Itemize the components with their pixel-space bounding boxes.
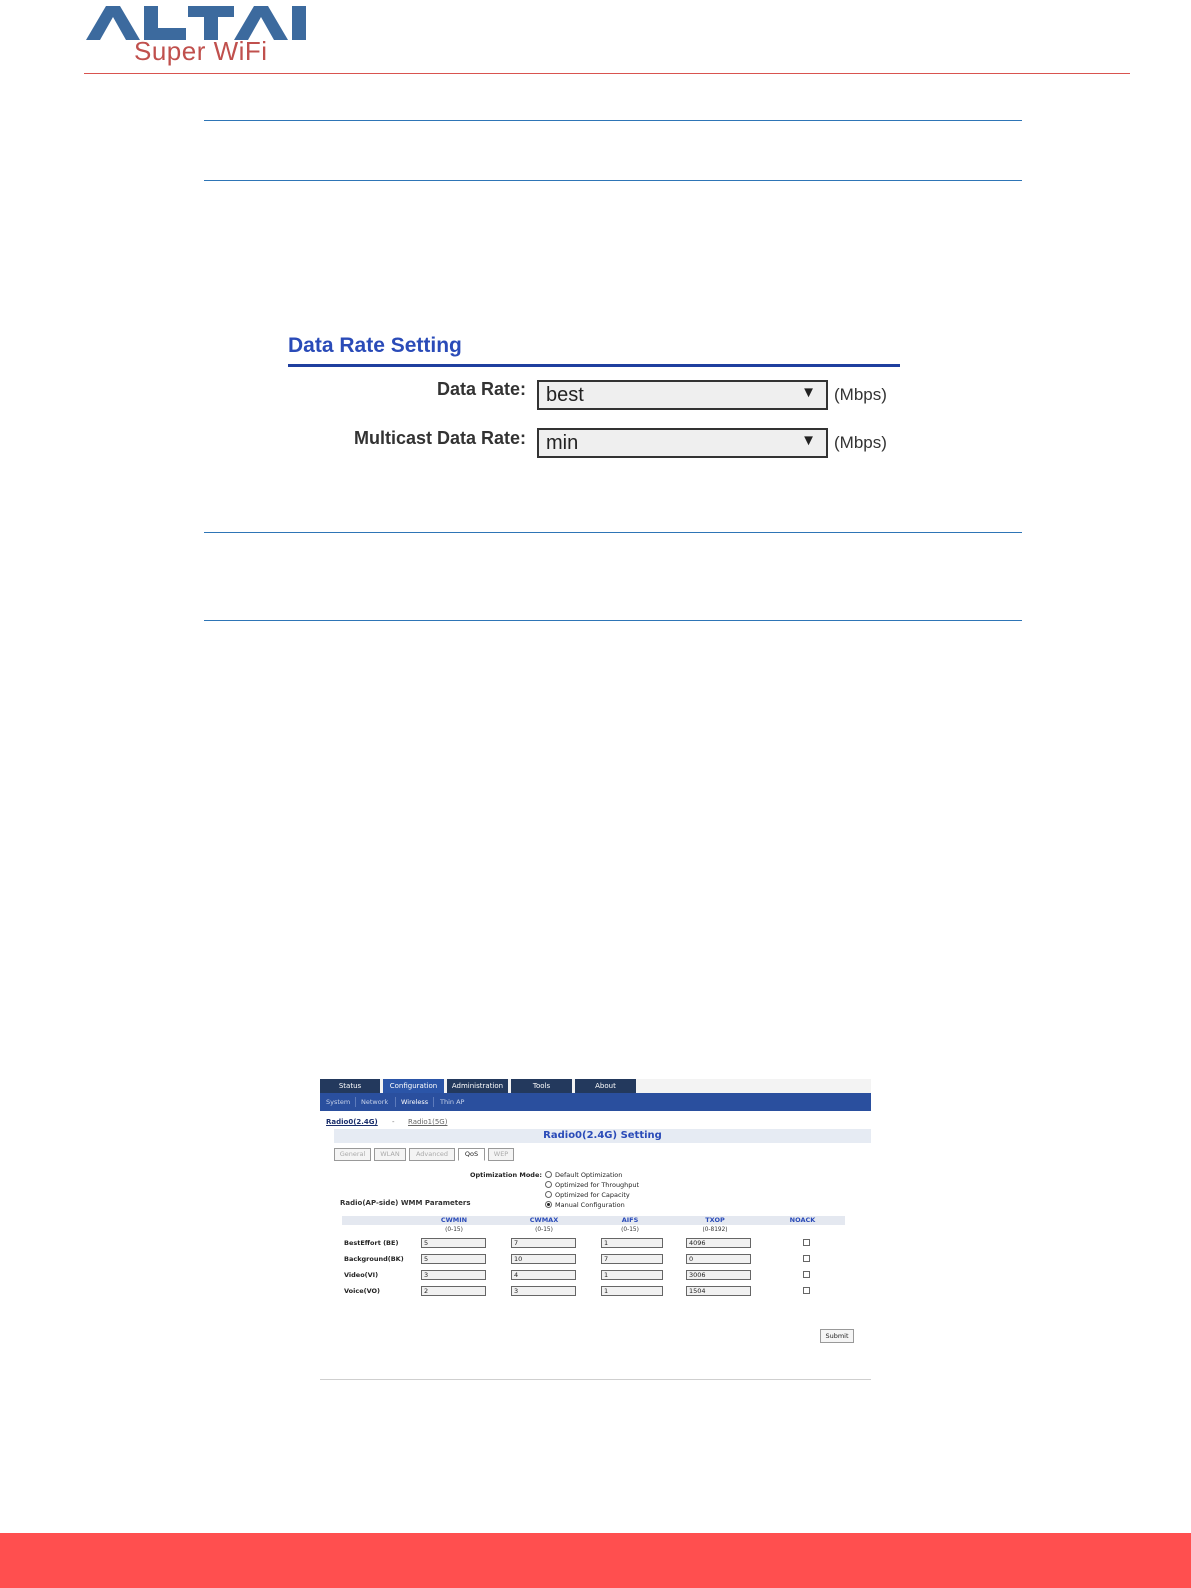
range-aifs: (0-15) xyxy=(621,1227,639,1233)
note2-bottom-rule xyxy=(204,620,1022,621)
radio-button-icon xyxy=(545,1171,552,1178)
subnav-separator xyxy=(355,1097,356,1107)
bk-noack-checkbox[interactable] xyxy=(803,1255,810,1262)
subtab-wlan[interactable]: WLAN xyxy=(374,1148,406,1161)
bk-cwmax-input[interactable]: 10 xyxy=(511,1254,576,1264)
col-cwmax: CWMAX xyxy=(529,1216,559,1224)
col-cwmin: CWMIN xyxy=(440,1216,468,1224)
tab-status[interactable]: Status xyxy=(320,1079,380,1093)
radio-button-icon xyxy=(545,1181,552,1188)
data-rate-label: Data Rate: xyxy=(436,379,526,399)
multicast-data-rate-select[interactable] xyxy=(537,428,828,458)
note2-top-rule xyxy=(204,532,1022,533)
subtab-qos[interactable]: QoS xyxy=(458,1148,485,1161)
subnav-network[interactable]: Network xyxy=(361,1098,389,1106)
data-rate-select[interactable] xyxy=(537,380,828,410)
optimization-mode-label: Optimization Mode: xyxy=(470,1171,542,1179)
opt-default-radio[interactable] xyxy=(545,1171,622,1179)
opt-label: Optimized for Capacity xyxy=(555,1191,630,1199)
vo-cwmin-input[interactable]: 2 xyxy=(421,1286,486,1296)
subtab-wep[interactable]: WEP xyxy=(488,1148,514,1161)
sub-nav-bar xyxy=(320,1093,871,1111)
multicast-data-rate-unit: (Mbps) xyxy=(834,433,887,452)
row-label-bk: Background(BK) xyxy=(344,1255,404,1263)
logo-tagline: Super WiFi xyxy=(134,36,268,66)
vo-cwmax-input[interactable]: 3 xyxy=(511,1286,576,1296)
header-divider xyxy=(84,73,1130,74)
ui-bottom-divider xyxy=(320,1379,871,1380)
dropdown-arrow-icon: ▼ xyxy=(801,384,816,401)
bk-cwmin-input[interactable]: 5 xyxy=(421,1254,486,1264)
multicast-data-rate-label: Multicast Data Rate: xyxy=(353,428,526,448)
footer-bar xyxy=(0,1533,1191,1588)
opt-capacity-radio[interactable] xyxy=(545,1191,630,1199)
submit-button[interactable]: Submit xyxy=(820,1329,854,1343)
qos-settings-screenshot xyxy=(320,1079,871,1381)
radio1-link[interactable]: Radio1(5G) xyxy=(408,1118,448,1126)
multicast-data-rate-value: min xyxy=(546,432,579,454)
subnav-separator xyxy=(433,1097,434,1107)
subnav-system[interactable]: System xyxy=(326,1098,351,1106)
vi-aifs-input[interactable]: 1 xyxy=(601,1270,663,1280)
vi-txop-input[interactable]: 3006 xyxy=(686,1270,751,1280)
dropdown-arrow-icon: ▼ xyxy=(801,432,816,449)
range-cwmin: (0-15) xyxy=(445,1227,463,1233)
range-cwmax: (0-15) xyxy=(535,1227,553,1233)
note-bottom-rule xyxy=(204,180,1022,181)
row-label-be: BestEffort (BE) xyxy=(344,1239,399,1247)
data-rate-unit: (Mbps) xyxy=(834,385,887,404)
be-cwmin-input[interactable]: 5 xyxy=(421,1238,486,1248)
subnav-wireless[interactable]: Wireless xyxy=(401,1098,429,1106)
range-txop: (0-8192) xyxy=(702,1227,728,1233)
col-txop: TXOP xyxy=(705,1216,725,1224)
altai-logo xyxy=(86,4,326,66)
vo-txop-input[interactable]: 1504 xyxy=(686,1286,751,1296)
opt-label: Manual Configuration xyxy=(555,1201,625,1209)
vi-cwmin-input[interactable]: 3 xyxy=(421,1270,486,1280)
title-underline xyxy=(288,364,900,367)
row-label-vo: Voice(VO) xyxy=(344,1287,381,1295)
tab-administration[interactable]: Administration xyxy=(447,1079,508,1093)
be-aifs-input[interactable]: 1 xyxy=(601,1238,663,1248)
col-aifs: AIFS xyxy=(621,1216,639,1224)
opt-label: Optimized for Throughput xyxy=(555,1181,640,1189)
opt-manual-radio[interactable] xyxy=(545,1201,625,1209)
note-top-rule xyxy=(204,120,1022,121)
data-rate-setting-panel xyxy=(288,334,902,484)
data-rate-setting-title: Data Rate Setting xyxy=(288,334,462,357)
page-title: Radio0(2.4G) Setting xyxy=(334,1129,871,1143)
vi-noack-checkbox[interactable] xyxy=(803,1271,810,1278)
radio-button-selected-icon xyxy=(545,1201,552,1208)
vi-cwmax-input[interactable]: 4 xyxy=(511,1270,576,1280)
tab-tools[interactable]: Tools xyxy=(511,1079,572,1093)
subtab-advanced[interactable]: Advanced xyxy=(409,1148,455,1161)
bk-txop-input[interactable]: 0 xyxy=(686,1254,751,1264)
opt-label: Default Optimization xyxy=(555,1171,623,1179)
subnav-separator xyxy=(395,1097,396,1107)
radio-button-icon xyxy=(545,1191,552,1198)
be-txop-input[interactable]: 4096 xyxy=(686,1238,751,1248)
col-noack: NOACK xyxy=(789,1216,816,1224)
radio0-link[interactable]: Radio0(2.4G) xyxy=(326,1118,378,1126)
subnav-thin-ap[interactable]: Thin AP xyxy=(440,1098,465,1106)
tab-about[interactable]: About xyxy=(575,1079,636,1093)
tab-configuration[interactable]: Configuration xyxy=(383,1079,444,1093)
radio-link-separator: - xyxy=(392,1118,395,1126)
subtab-general[interactable]: General xyxy=(334,1148,371,1161)
vo-aifs-input[interactable]: 1 xyxy=(601,1286,663,1296)
opt-throughput-radio[interactable] xyxy=(545,1181,639,1189)
bk-aifs-input[interactable]: 7 xyxy=(601,1254,663,1264)
be-noack-checkbox[interactable] xyxy=(803,1239,810,1246)
wmm-section-title: Radio(AP-side) WMM Parameters xyxy=(340,1199,471,1207)
vo-noack-checkbox[interactable] xyxy=(803,1287,810,1294)
data-rate-value: best xyxy=(546,384,584,406)
row-label-vi: Video(VI) xyxy=(344,1271,379,1279)
be-cwmax-input[interactable]: 7 xyxy=(511,1238,576,1248)
main-tab-bar xyxy=(320,1079,871,1093)
